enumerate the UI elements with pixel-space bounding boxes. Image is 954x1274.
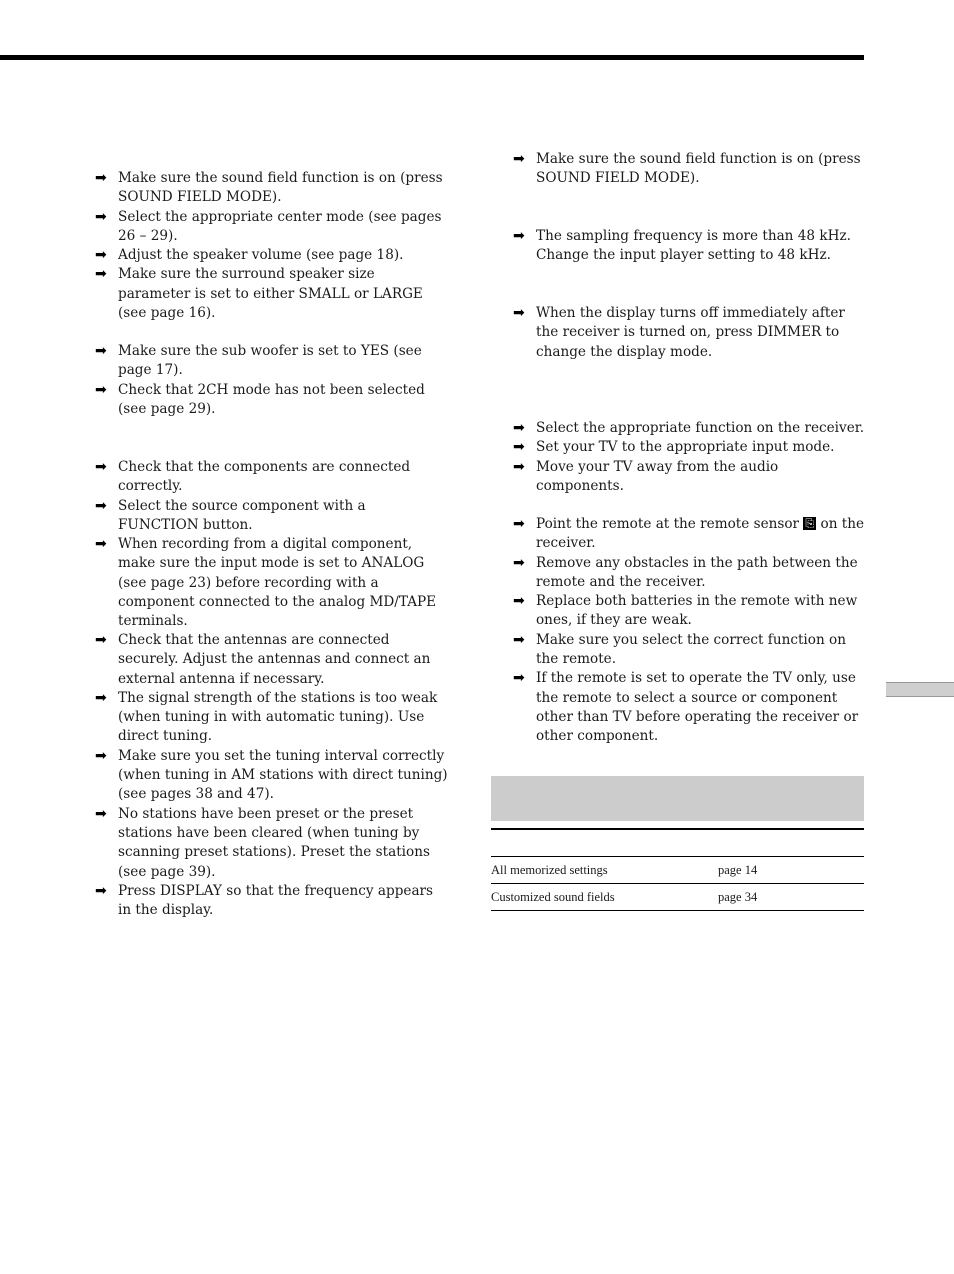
list-item: ➡ Remove any obstacles in the path between the remote and the receiver.: [513, 554, 858, 590]
list-item: ➡ Adjust the speaker volume (see page 18).: [95, 246, 450, 265]
arrow-right-icon: ➡: [513, 305, 525, 321]
list-item: ➡ Make sure the surround speaker size parameter is set to either SMALL or LARGE (see page 16).: [95, 266, 423, 322]
right-group-3: [513, 304, 865, 362]
arrow-right-icon: ➡: [95, 381, 107, 398]
list-item: ➡ Make sure you set the tuning interval correctly (when tuning in AM stations with direct tuning) (see pages 38 and 47).: [95, 747, 448, 803]
list-item: ➡ Make sure you select the correct function on the remote.: [513, 631, 846, 668]
top-rule: [0, 55, 864, 60]
arrow-right-icon: ➡: [95, 497, 107, 514]
table-cell-label: Customized sound fields: [491, 890, 615, 904]
arrow-right-icon: ➡: [95, 747, 107, 764]
arrow-right-icon: ➡: [513, 151, 525, 167]
list-item: ➡ If the remote is set to operate the TV only, use the remote to select a source or component other than TV before operating the receiver or other component.: [513, 670, 859, 745]
arrow-right-icon: ➡: [513, 420, 525, 436]
table-cell-page: page 34: [718, 890, 758, 904]
list-item: ➡ The sampling frequency is more than 48 kHz. Change the input player setting to 48 kHz.: [513, 228, 851, 264]
reference-table: [491, 856, 864, 911]
arrow-right-icon: ➡: [513, 593, 525, 610]
arrow-right-icon: ➡: [513, 458, 525, 475]
list-item: ➡ Make sure the sub woofer is set to YES (see page 17).: [95, 343, 422, 379]
right-group-1: [513, 150, 865, 189]
arrow-right-icon: ➡: [95, 805, 107, 822]
arrow-right-icon: ➡: [95, 170, 107, 186]
list-item: ➡ No stations have been preset or the preset stations have been cleared (when tuning by scanning preset stations). Preset the stations (see page 39).: [95, 805, 430, 880]
left-group-3: [95, 458, 450, 632]
arrow-right-icon: ➡: [95, 266, 107, 283]
arrow-right-icon: ➡: [95, 247, 107, 264]
left-group-2: [95, 342, 450, 419]
arrow-right-icon: ➡: [95, 536, 107, 553]
list-item: ➡ Make sure the sound field function is on (press SOUND FIELD MODE).: [513, 151, 861, 187]
arrow-right-icon: ➡: [95, 882, 107, 899]
list-item: ➡ Check that the antennas are connected securely. Adjust the antennas and connect an external antenna if necessary.: [95, 632, 431, 687]
list-item: ➡ Select the appropriate function on the receiver.: [513, 419, 865, 438]
list-item: ➡ Select the appropriate center mode (see pages 26 – 29).: [95, 208, 442, 244]
right-group-5: [513, 515, 865, 747]
arrow-right-icon: ➡: [513, 228, 525, 244]
left-group-1: [95, 169, 450, 323]
list-item: ➡ Check that 2CH mode has not been selected (see page 29).: [95, 381, 425, 417]
arrow-right-icon: ➡: [513, 554, 525, 571]
list-item: ➡ Check that the components are connected correctly.: [95, 459, 411, 495]
list-item: ➡ Move your TV away from the audio components.: [513, 458, 779, 494]
list-item: ➡ The signal strength of the stations is too weak (when tuning in with automatic tuning). Use direct tuning.: [95, 689, 438, 745]
remote-sensor-icon: ⎘: [805, 517, 815, 530]
list-item: ➡ Press DISPLAY so that the frequency appears in the display.: [95, 882, 434, 919]
arrow-right-icon: ➡: [513, 439, 525, 456]
section-rule: [491, 828, 864, 830]
right-group-4: [513, 419, 865, 496]
arrow-right-icon: ➡: [95, 689, 107, 706]
list-item: ➡ Replace both batteries in the remote with new ones, if they are weak.: [513, 593, 858, 629]
list-item: ➡ When the display turns off immediately after the receiver is turned on, press DIMMER to change the display mode.: [513, 305, 845, 360]
arrow-right-icon: ➡: [513, 516, 525, 532]
arrow-right-icon: ➡: [95, 343, 107, 359]
list-item: ➡ Select the source component with a FUNCTION button.: [95, 497, 366, 533]
arrow-right-icon: ➡: [513, 631, 525, 648]
right-group-2: [513, 227, 865, 266]
arrow-right-icon: ➡: [95, 632, 107, 648]
table-cell-page: page 14: [718, 863, 758, 877]
section-heading-box: [491, 776, 864, 821]
section-tab: [886, 682, 954, 697]
list-item: ➡ Make sure the sound field function is on (press SOUND FIELD MODE).: [95, 170, 443, 206]
arrow-right-icon: ➡: [95, 459, 107, 475]
table-row: [491, 883, 864, 911]
arrow-right-icon: ➡: [513, 670, 525, 687]
arrow-right-icon: ➡: [95, 208, 107, 225]
left-group-4: [95, 631, 450, 920]
table-row: [491, 856, 864, 883]
list-item: ➡ Set your TV to the appropriate input mode.: [513, 438, 865, 457]
list-item: ➡ When recording from a digital component, make sure the input mode is set to ANALOG (see page 23) before recording with a component connected to the analog MD/TAPE terminals.: [95, 536, 437, 630]
table-cell-label: All memorized settings: [491, 863, 608, 877]
list-item: ➡ Point the remote at the remote sensor ⎘ on the receiver.: [513, 516, 865, 552]
